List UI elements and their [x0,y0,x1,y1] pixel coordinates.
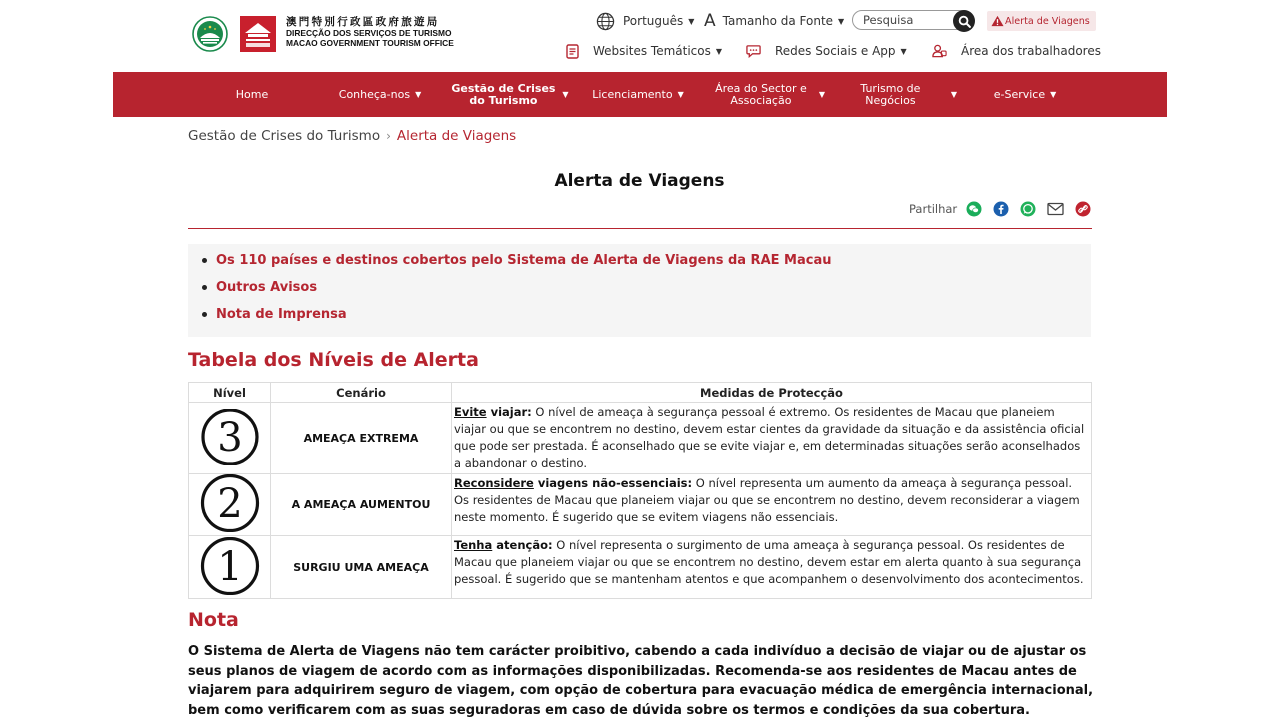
language-selector[interactable] [596,11,694,31]
scenario-cell: AMEAÇA EXTREMA [271,403,452,474]
measure-text: O nível representa o surgimento de uma ameaça à segurança pessoal. Os residentes de Macau que planeiem viajar ou que se encontrem no destino, devem estar em alerta quanto à sua segurança pessoal. É sugerido que se mantenham atentos e que acompanhem o desenvolvimento dos acontecimentos. [454,538,1084,586]
font-size-icon: A [704,11,716,31]
nav-item-sector-association[interactable] [710,72,830,117]
search-button[interactable] [953,10,975,32]
social-media-menu[interactable] [746,42,907,60]
nav-label: e-Service [993,87,1046,101]
macao-emblem-logo[interactable] [192,16,228,52]
breadcrumb-current: Alerta de Viagens [396,128,517,144]
note-title: Nota [188,609,239,631]
table-row [189,474,1092,536]
level-1-badge [200,537,260,595]
nav-label: Home [235,87,269,101]
nav-item-about[interactable] [335,72,425,117]
chevron-down-icon: ▼ [950,89,957,99]
measure-text: O nível representa um aumento da ameaça à segurança pessoal. Os residentes de Macau que planeiem viajar ou que se encontrem no destino, devem reconsiderar a viagem neste momento. É sugerido que se evitem viagens não essenciais. [454,476,1080,524]
whatsapp-icon[interactable] [1020,201,1036,217]
measure-keyword-underlined: Reconsidere [454,476,534,490]
chevron-down-icon: ▼ [1050,89,1057,99]
page-title: Alerta de Viagens [554,171,725,191]
chat-bubble-icon [746,44,761,58]
measure-keyword-underlined: Tenha [454,538,493,552]
document-icon [566,44,579,59]
globe-icon [596,12,615,31]
chevron-down-icon: ▼ [677,89,684,99]
table-row [189,536,1092,599]
nav-label: Licenciamento [592,87,673,101]
share-label: Partilhar [909,202,958,216]
font-size-label: Tamanho da Fonte [722,14,834,28]
nav-item-crisis-management[interactable] [445,72,573,117]
thematic-websites-menu[interactable] [566,42,722,60]
facebook-icon[interactable] [993,201,1009,217]
nav-label: Área do Sector e Associação [715,81,807,107]
level-cell [189,536,271,599]
breadcrumb [188,128,516,144]
main-navigation [113,72,1167,117]
measure-keyword-underlined: Evite [454,405,487,419]
column-header-scenario: Cenário [271,383,452,403]
note-text: O Sistema de Alerta de Viagens não tem carácter proibitivo, cabendo a cada indivíduo a decisão de viajar ou de ajustar os seus planos de viagem de acordo com as informações disponibilizadas. Recomenda-se aos residentes de Macau antes de viajarem para adquirirem seguro de viagem, com opção de cobertura para evacuação médica de emergência internacional, bem como verificarem com as suas seguradoras em caso de dúvida sobre os termos e condições da sua cobertura. [188,644,1094,718]
chevron-down-icon: ▼ [818,89,826,99]
bullet [202,258,207,263]
alert-levels-title: Tabela dos Níveis de Alerta [188,349,479,371]
share-bar [909,200,1102,218]
link-other-notices[interactable] [202,280,317,295]
travel-alert-link[interactable] [987,11,1096,31]
chevron-down-icon: ▼ [900,46,907,56]
wechat-icon[interactable] [966,201,982,217]
org-name-english: MACAO GOVERNMENT TOURISM OFFICE [286,38,454,48]
column-header-measures: Medidas de Protecção [452,383,1092,403]
link-label: Nota de Imprensa [216,307,347,322]
table-header-row [189,383,1092,403]
nav-label: Conheça-nos [338,87,411,101]
level-2-badge [200,474,260,532]
level-cell [189,403,271,474]
thematic-websites-label: Websites Temáticos [593,44,711,58]
link-covered-countries[interactable] [202,253,831,268]
link-press-release[interactable] [202,307,347,322]
measure-keyword-rest: atenção: [492,538,553,552]
staff-area-label: Área dos trabalhadores [961,44,1101,58]
bullet [202,285,207,290]
font-size-selector[interactable] [704,11,844,31]
nav-item-home[interactable] [223,72,281,117]
level-number: 1 [216,543,243,590]
search-input[interactable] [863,12,951,28]
level-3-badge [200,409,260,465]
measures-cell [452,474,1092,536]
level-number: 2 [216,481,243,527]
alert-levels-table [188,382,1092,599]
link-label: Os 110 países e destinos cobertos pelo Sistema de Alerta de Viagens da RAE Macau [216,253,832,268]
breadcrumb-parent-link[interactable]: Gestão de Crises do Turismo [188,128,381,144]
scenario-cell: SURGIU UMA AMEAÇA [271,536,452,599]
scenario-cell: A AMEAÇA AUMENTOU [271,474,452,536]
copy-link-icon[interactable] [1075,201,1091,217]
table-row [189,403,1092,474]
measures-cell [452,403,1092,474]
nav-item-eservice[interactable] [991,72,1059,117]
chevron-down-icon: ▼ [838,16,845,26]
title-divider [188,228,1092,229]
staff-area-link[interactable] [932,42,1101,60]
staff-user-icon [932,44,947,58]
chevron-down-icon: ▼ [562,89,569,99]
chevron-down-icon: ▼ [715,46,723,56]
nav-item-licensing[interactable] [591,72,685,117]
measure-keyword-rest: viagens não-essenciais: [533,476,693,490]
column-header-level: Nível [189,383,271,403]
measures-cell [452,536,1092,599]
measure-keyword [454,538,553,552]
measure-keyword [454,476,692,490]
org-name-chinese: 澳門特別行政區政府旅遊局 [286,16,440,28]
level-number: 3 [216,414,243,461]
organization-name [286,16,454,48]
nav-label: Gestão de Crises do Turismo [451,81,556,107]
email-icon[interactable] [1047,202,1064,216]
chevron-right-icon: › [386,129,391,143]
measure-text: O nível de ameaça à segurança pessoal é extremo. Os residentes de Macau que planeiem viajar ou que se encontrem no destino, devem estar cientes da gravidade da situação e da assistência oficial que pode ser prestada. É aconselhado que se evite viajar e, em determinadas situações serão aconselhados a abandonar o destino. [454,405,1085,470]
search-icon [958,15,971,28]
measure-keyword [454,405,532,419]
level-cell [189,474,271,536]
mgto-logo[interactable] [240,16,276,52]
related-links-box [188,244,1091,337]
travel-alert-label: Alerta de Viagens [1005,15,1090,27]
language-label: Português [623,14,684,28]
warning-icon [991,15,1004,27]
org-name-portuguese: DIRECÇÃO DOS SERVIÇOS DE TURISMO [286,28,452,38]
nav-label: Turismo de Negócios [860,81,921,107]
link-label: Outros Avisos [216,280,318,295]
site-header [0,0,1280,72]
social-media-label: Redes Sociais e App [775,44,896,58]
bullet [202,312,207,317]
chevron-down-icon: ▼ [688,16,695,26]
measure-keyword-rest: viajar: [486,405,532,419]
chevron-down-icon: ▼ [415,89,422,99]
nav-item-business-tourism[interactable] [835,72,957,117]
